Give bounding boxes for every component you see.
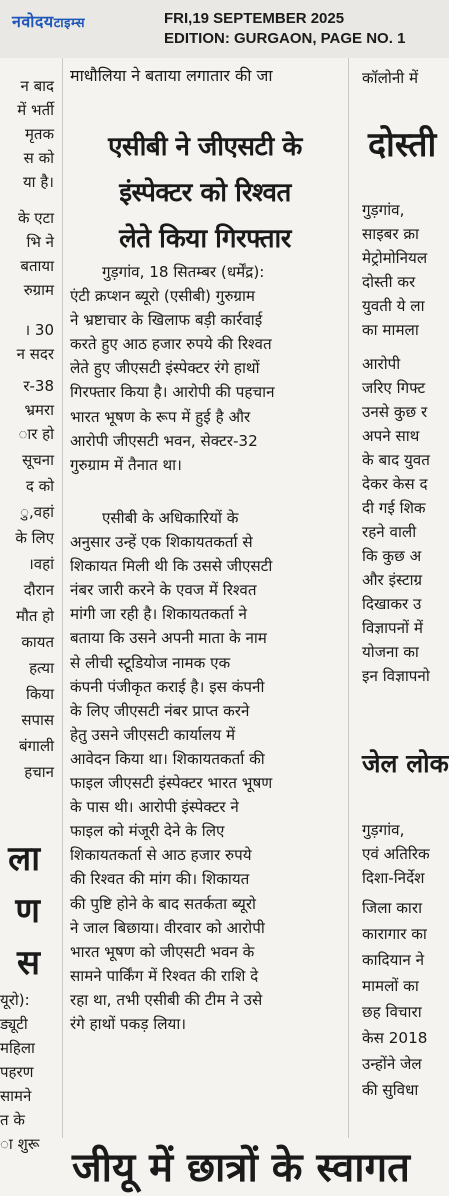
- left-col-headline-fragment: स: [17, 943, 40, 983]
- left-col-line: सपास: [21, 711, 54, 729]
- left-col-line: महिला: [0, 1039, 35, 1057]
- body-line: कंपनी पंजीकृत कराई है। इस कंपनी: [70, 677, 265, 696]
- right-col-line: की सुविधा: [362, 1081, 419, 1099]
- left-col-line: किया: [26, 685, 54, 703]
- left-col-line: ार हो: [18, 425, 54, 443]
- body-line: भारत भूषण के रूप में हुई है और: [70, 407, 251, 426]
- body-line: रहा था, तभी एसीबी की टीम ने उसे: [70, 990, 263, 1009]
- left-col-line: यूरो):: [0, 991, 30, 1009]
- right-col-line: गुड़गांव,: [362, 821, 405, 839]
- left-column-cropped: [0, 58, 60, 1153]
- body-line: मांगी जा रही है। शिकायतकर्ता ने: [70, 605, 247, 624]
- bottom-story-headline: जीयू में छात्रों के स्वागत: [72, 1145, 410, 1191]
- left-col-line: के लिए: [15, 529, 54, 547]
- masthead-bar: [0, 0, 449, 58]
- body-line: के लिए जीएसटी नंबर प्राप्त करने: [70, 701, 250, 720]
- left-col-line: सूचना: [22, 451, 54, 469]
- article-paragraph-1: [70, 260, 342, 477]
- left-col-headline-fragment: ला: [8, 839, 40, 879]
- headline-line: लेते किया गिरफ्तार: [119, 224, 291, 254]
- body-line: हेतु उसने जीएसटी कार्यालय में: [70, 725, 236, 744]
- body-line: गुड़गांव, 18 सितम्बर (धर्मेंद्र):: [102, 263, 265, 281]
- left-col-headline-fragment: ण: [15, 891, 40, 931]
- left-col-line: त के: [0, 1111, 25, 1129]
- article-paragraph-2: [70, 506, 342, 1036]
- right-col-line: युवती ये ला: [362, 297, 425, 315]
- right-col-line: उनसे कुछ र: [362, 403, 428, 421]
- right-col-line: मामलों का: [362, 977, 419, 995]
- right-col-line: मेट्रोमोनियल: [362, 249, 428, 267]
- edition-date: FRI,19 SEPTEMBER 2025: [164, 10, 345, 27]
- right-col-line: आरोपी: [362, 355, 401, 373]
- right-col-line: विज्ञापनों में: [362, 619, 423, 637]
- left-col-line: हचान: [24, 763, 54, 781]
- right-col-line: एवं अतिरिक: [362, 845, 430, 863]
- edition-info: [164, 9, 405, 49]
- body-line: ने जाल बिछाया। वीरवार को आरोपी: [70, 918, 265, 937]
- left-col-line: द को: [25, 477, 54, 495]
- left-col-line: । 30: [24, 321, 54, 339]
- left-col-line: हत्या: [29, 659, 54, 677]
- body-line: रंगे हाथों पकड़ लिया।: [70, 1014, 187, 1033]
- left-col-line: ।वहां: [28, 555, 54, 573]
- right-col-line: जिला कारा: [362, 899, 423, 917]
- left-col-line: ु,वहां: [20, 503, 54, 521]
- right-col-line: देकर केस द: [362, 475, 428, 493]
- right-col-line: केस 2018: [362, 1029, 428, 1047]
- left-col-line: दौरान: [23, 581, 54, 599]
- left-col-line: के एटा: [17, 209, 54, 227]
- right-col-line: कि कुछ अ: [362, 547, 422, 565]
- right-col-line: अपने साथ: [362, 427, 420, 445]
- body-line: एंटी क्रप्शन ब्यूरो (एसीबी) गुरुग्राम: [70, 287, 256, 306]
- body-line: गुरुग्राम में तैनात था।: [70, 455, 182, 474]
- right-col-subhead-fragment: जेल लोक: [362, 749, 449, 778]
- body-line: शिकायतकर्ता से आठ हजार रुपये: [70, 846, 252, 865]
- body-line: शिकायत मिली थी कि उससे जीएसटी: [70, 557, 273, 576]
- body-line: आरोपी जीएसटी भवन, सेक्टर-32: [70, 431, 258, 450]
- body-line: अनुसार उन्हें एक शिकायतकर्ता से: [70, 533, 253, 552]
- newspaper-logo: [12, 10, 85, 32]
- headline-line: एसीबी ने जीएसटी के: [108, 132, 302, 162]
- left-col-line: कायत: [21, 633, 54, 651]
- right-col-line: दोस्ती कर: [362, 273, 416, 291]
- body-line: करते हुए आठ हजार रुपये की रिश्वत: [70, 335, 272, 354]
- column-divider-right: [348, 58, 349, 1138]
- right-col-line: इन विज्ञापनो: [362, 667, 430, 685]
- left-col-line: में भर्ती: [17, 101, 54, 119]
- body-line: नंबर जारी करने के एवज में रिश्वत: [70, 581, 257, 600]
- body-line: बताया कि उसने अपनी माता के नाम: [70, 629, 267, 648]
- body-line: एसीबी के अधिकारियों के: [102, 509, 239, 527]
- body-line: गिरफ्तार किया है। आरोपी की पहचान: [70, 383, 275, 402]
- left-col-line: पहरण: [0, 1063, 34, 1081]
- right-col-line: छह विचारा: [362, 1003, 422, 1021]
- right-col-line: दिखाकर उ: [362, 595, 422, 613]
- column-divider-left: [62, 58, 63, 1138]
- left-col-line: न बाद: [20, 77, 54, 95]
- left-col-line: सामने: [0, 1087, 32, 1105]
- body-line: के पास थी। आरोपी इंस्पेक्टर ने: [70, 798, 239, 817]
- left-col-line: बंगाली: [19, 737, 54, 755]
- right-col-line: और इंस्टाग्र: [362, 571, 423, 589]
- right-col-line: योजना का: [362, 643, 419, 661]
- right-column-cropped: [358, 58, 449, 1138]
- body-line: सामने पार्किंग में रिश्वत की राशि दे: [70, 966, 259, 985]
- left-col-line: र-38: [23, 377, 54, 395]
- article-headline: [70, 124, 340, 262]
- right-col-line: रहने वाली: [362, 523, 417, 541]
- left-col-line: रुग्राम: [23, 281, 54, 299]
- logo-sub-text: टाइम्स: [53, 16, 86, 31]
- right-col-line: के बाद युवत: [362, 451, 430, 469]
- right-col-headline-fragment: दोस्ती: [368, 125, 437, 165]
- left-col-line: ा शुरू: [0, 1135, 40, 1153]
- right-col-line: साइबर क्रा: [362, 225, 419, 243]
- left-col-line: मौत हो: [15, 607, 54, 625]
- body-line: से लीची स्टूडियोज नामक एक: [70, 653, 231, 672]
- right-col-line: गुड़गांव,: [362, 201, 405, 219]
- body-line: लेते हुए जीएसटी इंस्पेक्टर रंगे हाथों: [70, 359, 260, 378]
- left-col-line: भ्रमरा: [24, 401, 54, 419]
- right-col-line: कारागार का: [362, 925, 427, 943]
- body-line: ने भ्रष्टाचार के खिलाफ बड़ी कार्रवाई: [70, 311, 263, 330]
- logo-text: नवोदय: [12, 12, 54, 31]
- previous-story-tail: माधौलिया ने बताया लगातार की जा: [70, 66, 273, 85]
- body-line: की पुष्टि होने के बाद सतर्कता ब्यूरो: [70, 894, 256, 913]
- left-col-line: स को: [23, 149, 54, 167]
- left-col-line: मृतक: [24, 125, 54, 143]
- left-col-line: ड्यूटी: [0, 1015, 28, 1033]
- right-col-line: दी गई शिक: [362, 499, 426, 517]
- right-col-line: कॉलोनी में: [362, 69, 419, 87]
- right-col-line: दिशा-निर्देश: [362, 869, 425, 887]
- body-line: आवेदन किया था। शिकायतकर्ता की: [70, 749, 265, 768]
- right-col-line: का मामला: [362, 321, 419, 339]
- left-col-line: या है।: [22, 173, 54, 191]
- body-line: फाइल जीएसटी इंस्पेक्टर भारत भूषण: [70, 774, 273, 793]
- headline-line: इंस्पेक्टर को रिश्वत: [119, 178, 291, 208]
- left-col-line: बताया: [20, 257, 54, 275]
- body-line: फाइल को मंजूरी देने के लिए: [70, 822, 225, 841]
- right-col-line: उन्होंने जेल: [362, 1055, 422, 1073]
- body-line: की रिश्वत की मांग की। शिकायत: [70, 870, 250, 889]
- right-col-line: कादियान ने: [362, 951, 425, 969]
- left-col-line: भि ने: [26, 233, 54, 251]
- body-line: भारत भूषण को जीएसटी भवन के: [70, 942, 255, 961]
- right-col-line: जरिए गिफ्ट: [362, 379, 426, 397]
- left-col-line: न सदर: [16, 345, 54, 363]
- edition-page: EDITION: GURGAON, PAGE NO. 1: [164, 30, 406, 47]
